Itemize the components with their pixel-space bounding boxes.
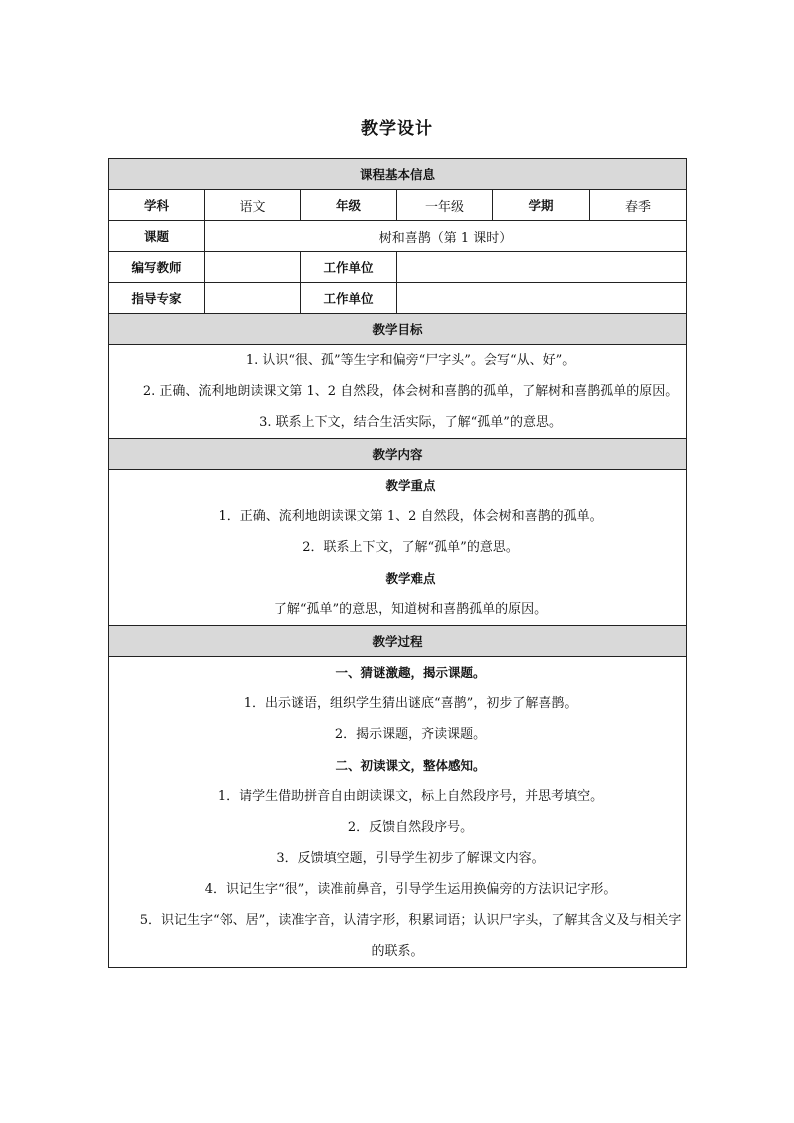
topic-value: 树和喜鹊（第 1 课时） xyxy=(205,221,687,252)
content-header: 教学内容 xyxy=(109,439,687,470)
advisor-value xyxy=(205,283,301,314)
topic-label: 课题 xyxy=(109,221,205,252)
process-item: 5．识记生字“邻、居”，读准字音，认清字形，积累词语；认识尸字头，了解其含义及与相关字的联系。 xyxy=(139,913,682,959)
lesson-plan-table xyxy=(108,158,687,968)
process-item: 1．出示谜语，组织学生猜出谜底“喜鹊”，初步了解喜鹊。 xyxy=(243,696,578,711)
grade-label: 年级 xyxy=(301,190,397,221)
grade-value: 一年级 xyxy=(397,190,493,221)
objectives-body xyxy=(109,345,687,439)
subject-value: 语文 xyxy=(205,190,301,221)
process-item: 3．反馈填空题，引导学生初步了解课文内容。 xyxy=(276,851,545,866)
key-points-label: 教学重点 xyxy=(385,478,436,493)
work-unit-label-2: 工作单位 xyxy=(301,283,397,314)
author-label: 编写教师 xyxy=(109,252,205,283)
difficulty-label: 教学难点 xyxy=(385,571,436,586)
subject-label: 学科 xyxy=(109,190,205,221)
work-unit-value-1 xyxy=(397,252,687,283)
objectives-header: 教学目标 xyxy=(109,314,687,345)
difficulty-text: 了解“孤单”的意思，知道树和喜鹊孤单的原因。 xyxy=(273,602,548,617)
objective-item: 1. 认识“很、孤”等生字和偏旁“尸字头”。会写“从、好”。 xyxy=(245,353,576,368)
process-section-title: 一、猜谜激趣，揭示课题。 xyxy=(335,665,486,680)
document-title: 教学设计 xyxy=(361,119,433,139)
basic-info-header: 课程基本信息 xyxy=(109,159,687,190)
key-point-item: 1．正确、流利地朗读课文第 1、2 自然段，体会树和喜鹊的孤单。 xyxy=(218,509,603,524)
process-header: 教学过程 xyxy=(109,626,687,657)
advisor-label: 指导专家 xyxy=(109,283,205,314)
process-section-title: 二、初读课文，整体感知。 xyxy=(335,758,486,773)
objective-item: 2. 正确、流利地朗读课文第 1、2 自然段，体会树和喜鹊的孤单，了解树和喜鹊孤单的原因。 xyxy=(142,384,679,399)
process-item: 2．反馈自然段序号。 xyxy=(347,820,474,835)
term-value: 春季 xyxy=(590,190,687,221)
process-body xyxy=(109,657,687,968)
process-item: 2．揭示课题，齐读课题。 xyxy=(334,727,487,742)
term-label: 学期 xyxy=(493,190,590,221)
key-point-item: 2．联系上下文，了解“孤单”的意思。 xyxy=(302,540,519,555)
work-unit-value-2 xyxy=(397,283,687,314)
process-item: 1．请学生借助拼音自由朗读课文，标上自然段序号，并思考填空。 xyxy=(217,789,604,804)
work-unit-label-1: 工作单位 xyxy=(301,252,397,283)
objective-item: 3. 联系上下文，结合生活实际，了解“孤单”的意思。 xyxy=(259,415,562,430)
author-value xyxy=(205,252,301,283)
content-body xyxy=(109,470,687,626)
process-item: 4．识记生字“很”，读准前鼻音，引导学生运用换偏旁的方法识记字形。 xyxy=(204,882,617,897)
